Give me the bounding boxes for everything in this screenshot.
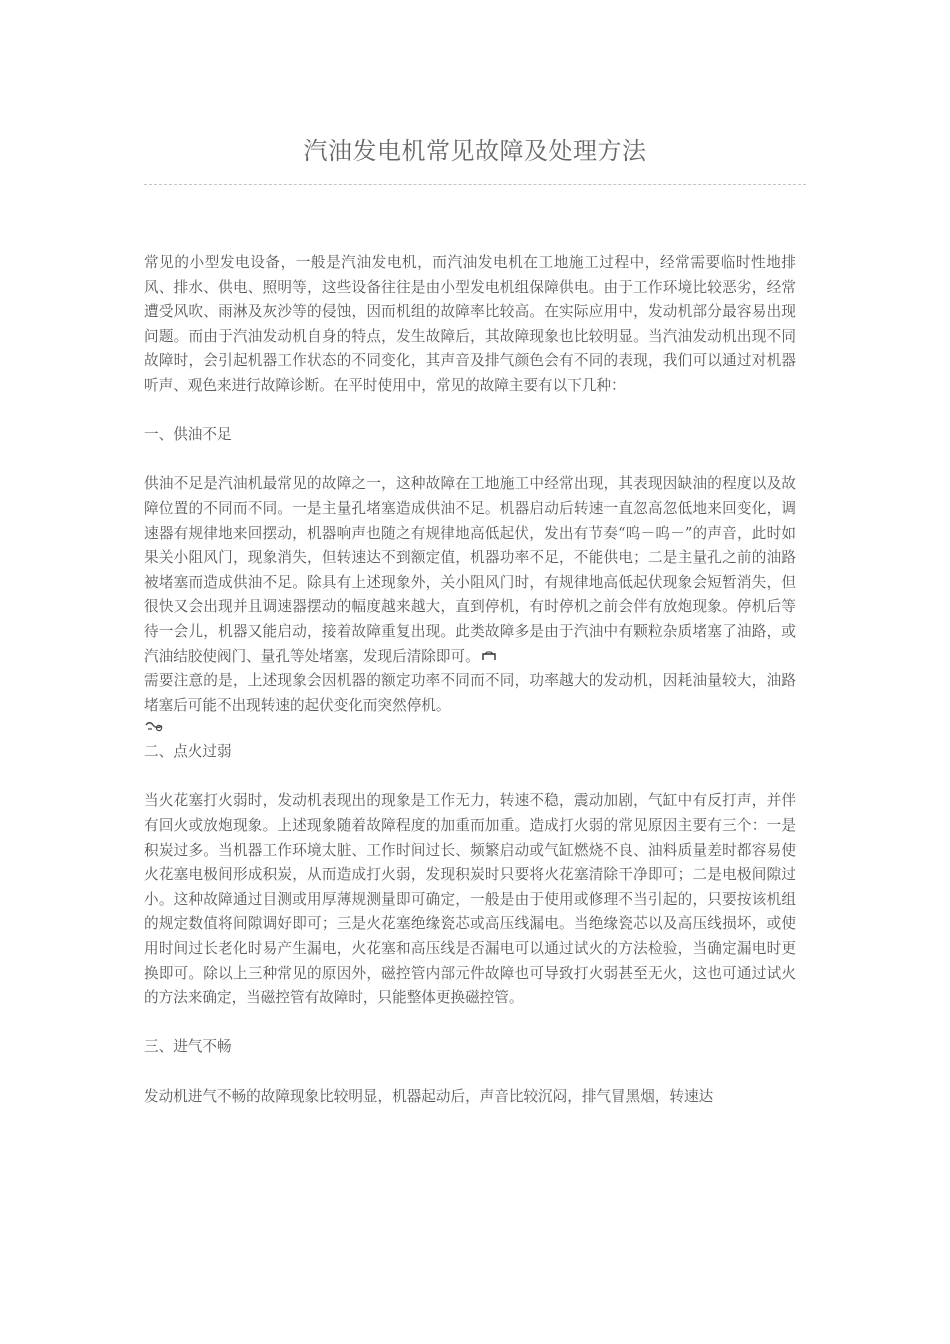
title-divider <box>144 184 806 185</box>
section-heading: 一、供油不足 <box>144 426 232 444</box>
body-paragraph <box>144 472 796 669</box>
section-heading: 三、进气不畅 <box>144 1038 232 1056</box>
intro-paragraph: 常见的小型发电设备，一般是汽油发电机，而汽油发电机在工地施工过程中，经常需要临时性地排风、排水、供电、照明等，这些设备往往是由小型发电机组保障供电。由于工作环境比较恶劣，经常遭受风吹、雨淋及灰沙等的侵蚀，因而机组的故障率比较高。在实际应用中，发动机部分最容易出现问题。而由于汽油发动机自身的特点，发生故障后，其故障现象也比较明显。当汽油发动机出现不同故障时，会引起机器工作状态的不同变化，其声音及排气颜色会有不同的表现，我们可以通过对机器听声、观色来进行故障诊断。在平时使用中，常见的故障主要有以下几种： <box>144 254 796 394</box>
body-paragraph: 当火花塞打火弱时，发动机表现出的现象是工作无力，转速不稳，震动加剧，气缸中有反打声，并伴有回火或放炮现象。上述现象随着故障程度的加重而加重。造成打火弱的常见原因主要有三个：一是积炭过多。当机器工作环境太脏、工作时间过长、频繁启动或气缸燃烧不良、油料质量差时都容易使火花塞电极间形成积炭，从而造成打火弱，发现积炭时只要将火花塞清除干净即可；二是电极间隙过小。这种故障通过目测或用厚薄规测量即可确定，一般是由于使用或修理不当引起的，只要按该机组的规定数值将间隙调好即可；三是火花塞绝缘瓷芯或高压线漏电。当绝缘瓷芯以及高压线损坏，或使用时间过长老化时易产生漏电，火花塞和高压线是否漏电可以通过试火的方法检验，当确定漏电时更换即可。除以上三种常见的原因外，磁控管内部元件故障也可导致打火弱甚至无火，这也可通过试火的方法来确定，当磁控管有故障时，只能整体更换磁控管。 <box>144 792 796 1007</box>
note-paragraph: 需要注意的是，上述现象会因机器的额定功率不同而不同，功率越大的发动机，因耗油量较大，油路堵塞后可能不出现转速的起伏变化而突然停机。 <box>144 672 796 714</box>
body-paragraph: 发动机进气不畅的故障现象比较明显，机器起动后，声音比较沉闷，排气冒黑烟，转速达 <box>144 1087 714 1105</box>
paragraph-return-mark-icon <box>482 651 496 661</box>
embedded-object-icon <box>144 720 168 740</box>
document-body <box>144 251 796 1109</box>
paragraph-text: 供油不足是汽油机最常见的故障之一，这种故障在工地施工中经常出现，其表现因缺油的程度以及故障位置的不同而不同。一是主量孔堵塞造成供油不足。机器启动后转速一直忽高忽低地来回变化，调速器有规律地来回摆动，机器响声也随之有规律地高低起伏，发出有节奏“呜－呜－”的声音，此时如果关小阻风门，现象消失，但转速达不到额定值，机器功率不足，不能供电；二是主量孔之前的油路被堵塞而造成供油不足。除具有上述现象外，关小阻风门时，有规律地高低起伏现象会短暂消失，但很快又会出现并且调速器摆动的幅度越来越大，直到停机，有时停机之前会伴有放炮现象。停机后等待一会儿，机器又能启动，接着故障重复出现。此类故障多是由于汽油中有颗粒杂质堵塞了油路，或汽油结胶使阀门、量孔等处堵塞，发现后清除即可。 <box>144 475 796 665</box>
document-title: 汽油发电机常见故障及处理方法 <box>303 137 647 165</box>
section-heading: 二、点火过弱 <box>144 743 232 761</box>
